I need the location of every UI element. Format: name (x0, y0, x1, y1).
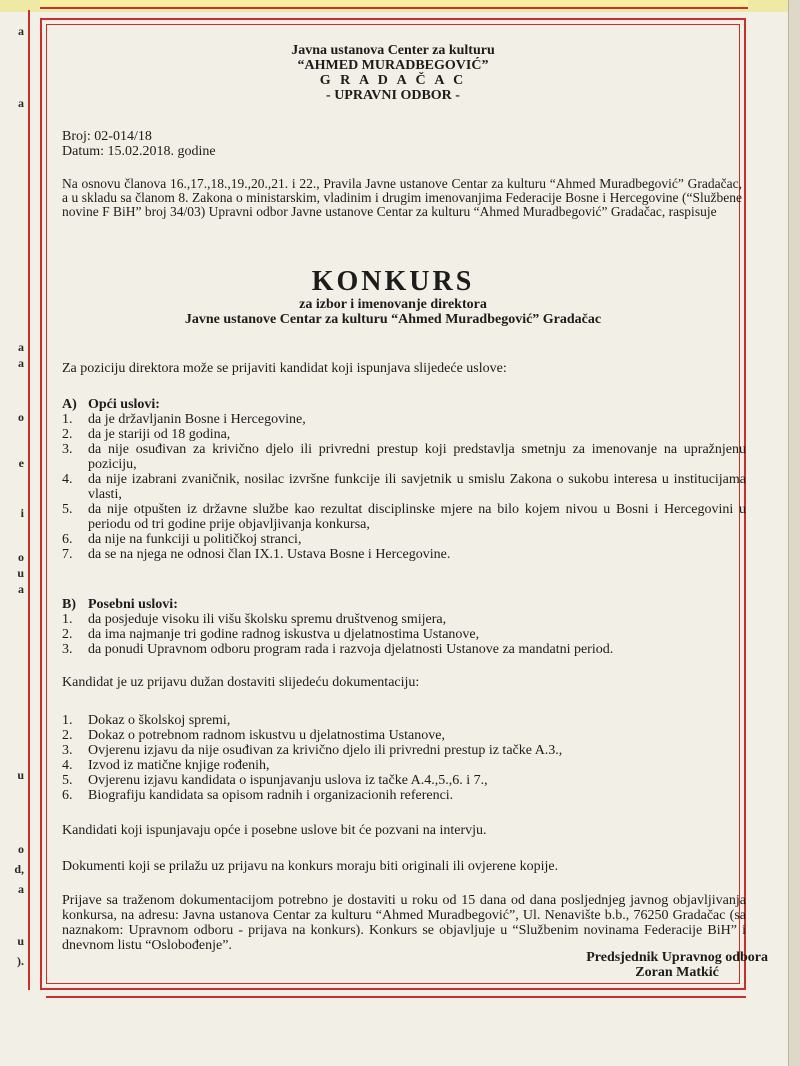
documents-intro: Kandidat je uz prijavu dužan dostaviti slijedeću dokumentaciju: (62, 675, 420, 690)
left-fragment: a (18, 96, 24, 110)
item-number: 4. (62, 758, 73, 773)
list-item (62, 442, 746, 472)
documents-list (62, 713, 746, 803)
item-number: 3. (62, 642, 73, 657)
left-fragment: o (18, 550, 24, 564)
item-text: Ovjerenu izjavu da nije osuđivan za krivično djelo ili privredni prestup iz tačke A.3., (88, 743, 563, 758)
item-text: da ponudi Upravnom odboru program rada i razvoja djelatnosti Ustanove za mandatni period. (88, 642, 614, 657)
item-text: da nije otpušten iz državne službe kao rezultat disciplinske mjere na bilo kojem nivou u Bosni i Hercegovini u periodu od tri godine prije objavljivanja konkursa, (88, 502, 746, 532)
left-fragment: e (18, 456, 24, 470)
konkurs-subtitle-2: Javne ustanove Centar za kulturu “Ahmed Muradbegović” Gradačac (184, 312, 602, 327)
top-strip-rule (40, 0, 748, 9)
item-number: 3. (62, 743, 73, 758)
left-fragment: u (17, 566, 24, 580)
left-fragment: a (18, 356, 24, 370)
item-text: da se na njega ne odnosi član IX.1. Ustava Bosne i Hercegovine. (88, 547, 451, 562)
list-item (62, 642, 746, 657)
left-fragment: a (18, 24, 24, 38)
item-number: 5. (62, 773, 73, 788)
list-item (62, 743, 746, 758)
item-number: 2. (62, 728, 73, 743)
item-text: da je državljanin Bosne i Hercegovine, (88, 412, 306, 427)
list-item (62, 627, 746, 642)
left-fragment: u (17, 768, 24, 782)
left-fragment: o (18, 410, 24, 424)
issuer-header (47, 43, 739, 103)
list-item (62, 472, 746, 502)
left-fragment: a (18, 582, 24, 596)
conditions-intro: Za poziciju direktora može se prijaviti kandidat koji ispunjava slijedeće uslove: (62, 361, 507, 376)
document-number: Broj: 02-014/18 (62, 129, 152, 144)
top-yellow-strip (0, 0, 800, 12)
item-text: da nije na funkciji u političkoj stranci, (88, 532, 302, 547)
item-text: da je stariji od 18 godina, (88, 427, 231, 442)
notice-inner-frame (46, 24, 746, 984)
list-item (62, 758, 746, 773)
item-number: 3. (62, 442, 73, 457)
legal-basis-paragraph: Na osnovu članova 16.,17.,18.,19.,20.,21. i 22., Pravila Javne ustanove Centar za kulturu “Ahmed Muradbegović” Gradačac, a u skladu sa članom 8. Zakona o ministarskim, vladinim i drugim imenovanjima Federacije Bosne i Hercegovine (“Službene novine F BiH” broj 34/03) Upravni odbor Javne ustanove Centar za kulturu “Ahmed Muradbegović” Gradačac, raspisuje (62, 176, 742, 219)
item-text: da nije osuđivan za krivično djelo ili privredni prestup koji predstavlja smetnju za imenovanje na upražnjenu poziciju, (88, 442, 746, 472)
item-text: da nije izabrani zvaničnik, nosilac izvršne funkcije ili savjetnik u smislu Zakona o sukobu interesa u institucijama vlasti, (88, 472, 746, 502)
list-item (62, 427, 746, 442)
list-item (62, 728, 746, 743)
list-item (62, 502, 746, 532)
signature-role: Predsjednik Upravnog odbora (586, 950, 768, 965)
item-text: Ovjerenu izjavu kandidata o ispunjavanju uslova iz tačke A.4.,5.,6. i 7., (88, 773, 488, 788)
item-text: da posjeduje visoku ili višu školsku spremu društvenog smijera, (88, 612, 447, 627)
signature-block (586, 950, 768, 980)
item-number: 6. (62, 532, 73, 547)
list-item (62, 547, 746, 562)
list-item (62, 612, 746, 627)
item-text: Izvod iz matične knjige rođenih, (88, 758, 270, 773)
deadline-paragraph: Prijave sa traženom dokumentacijom potrebno je dostaviti u roku od 15 dana od dana posljednjeg javnog objavljivanja konkursa, na adresu: Javna ustanova Centar za kulturu “Ahmed Muradbegović”, Ul. Nenavište b.b., 76250 Gradačac (sa naznakom: Upravnom odboru - prijava na konkurs). Konkurs se objavljuje u “Službenim novinama Federacije BiH” i dnevnom listu “Oslobođenje”. (62, 893, 746, 953)
item-number: 1. (62, 612, 73, 627)
item-text: da ima najmanje tri godine radnog iskustva u djelatnostima Ustanove, (88, 627, 480, 642)
document-meta (62, 129, 216, 159)
issuer-line-1: Javna ustanova Center za kulturu (291, 43, 495, 58)
document-date: Datum: 15.02.2018. godine (62, 144, 216, 159)
signature-name: Zoran Matkić (635, 965, 719, 980)
item-number: 1. (62, 713, 73, 728)
general-conditions-list (62, 412, 746, 562)
section-b-title (62, 597, 178, 612)
list-item (62, 532, 746, 547)
list-item (62, 773, 746, 788)
originals-paragraph: Dokumenti koji se prilažu uz prijavu na konkurs moraju biti originali ili ovjerene kopije. (62, 859, 559, 874)
left-fragment: d, (14, 862, 24, 876)
konkurs-title: KONKURS (311, 266, 475, 297)
right-page-edge (788, 0, 800, 1066)
left-fragment: ). (17, 954, 24, 968)
left-fragment: a (18, 882, 24, 896)
konkurs-subtitle-1: za izbor i imenovanje direktora (299, 297, 487, 312)
issuer-line-4: - UPRAVNI ODBOR - (326, 88, 460, 103)
interview-paragraph: Kandidati koji ispunjavaju opće i posebne uslove bit će pozvani na intervju. (62, 823, 487, 838)
issuer-line-3: G R A D A Č A C (319, 73, 467, 88)
item-text: Dokaz o potrebnom radnom iskustvu u djelatnostima Ustanove, (88, 728, 445, 743)
section-a-label: A) (62, 397, 77, 412)
konkurs-notice (40, 18, 746, 990)
left-fragment: o (18, 842, 24, 856)
list-item (62, 713, 746, 728)
item-text: Biografiju kandidata sa opisom radnih i organizacionih referenci. (88, 788, 454, 803)
left-neighbor-column (0, 10, 30, 990)
item-text: Dokaz o školskoj spremi, (88, 713, 231, 728)
list-item (62, 412, 746, 427)
item-number: 4. (62, 472, 73, 487)
list-item (62, 788, 746, 803)
item-number: 7. (62, 547, 73, 562)
item-number: 2. (62, 627, 73, 642)
item-number: 5. (62, 502, 73, 517)
bottom-rule (46, 996, 746, 998)
item-number: 2. (62, 427, 73, 442)
left-fragment: u (17, 934, 24, 948)
section-b-label: B) (62, 597, 76, 612)
section-b-heading: Posebni uslovi: (88, 597, 178, 612)
issuer-line-2: “AHMED MURADBEGOVIĆ” (297, 58, 489, 73)
item-number: 6. (62, 788, 73, 803)
section-a-heading: Opći uslovi: (88, 397, 160, 412)
item-number: 1. (62, 412, 73, 427)
section-a-title (62, 397, 160, 412)
left-fragment: i (20, 506, 24, 520)
title-block (47, 267, 739, 327)
left-fragment: a (18, 340, 24, 354)
special-conditions-list (62, 612, 746, 657)
